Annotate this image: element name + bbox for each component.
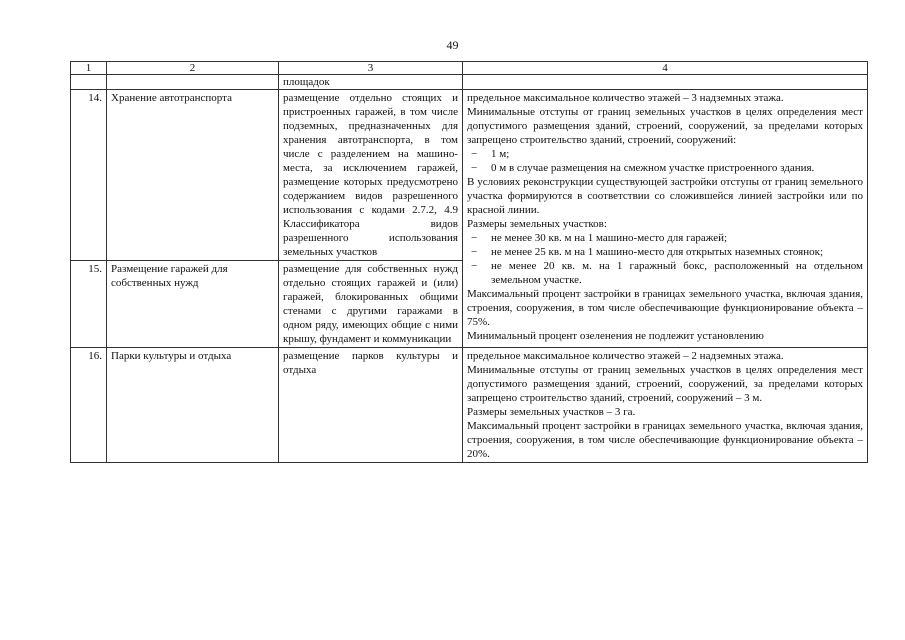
use-type-name: Хранение автотранспорта xyxy=(107,90,279,261)
sizes-title: Размеры земельных участков: xyxy=(467,218,607,230)
page-number: 49 xyxy=(446,38,459,52)
dash-bullet: − xyxy=(471,162,478,174)
regulations-table xyxy=(70,61,868,463)
list-item: − не менее 30 кв. м на 1 машино-место для гаражей; xyxy=(467,231,863,245)
regulations-cell xyxy=(463,90,868,348)
floors-limit: предельное максимальное количество этажей – 2 надземных этажа. xyxy=(467,350,784,362)
greening-text: Минимальный процент озеленения не подлежит установлению xyxy=(467,330,764,342)
setbacks-text: Минимальные отступы от границ земельных участков в целях определения мест допустимого размещения зданий, строений, сооружений, за пределами которых запрещено строительство зданий, строений, сооружений – 3 м. xyxy=(467,364,863,404)
list-item: − не менее 20 кв. м. на 1 гаражный бокс, расположенный на отдельном земельном участке. xyxy=(467,259,863,287)
use-type-description: размещение для собственных нужд отдельно стоящих гаражей и (или) гаражей, блокированных общими стенами с другими гаражами в одном ряду, имеющих общие с ними крышу, фундамент и коммуникации xyxy=(279,261,463,348)
header-col-3: 3 xyxy=(279,62,463,75)
use-type-description: размещение парков культуры и отдыха xyxy=(279,348,463,463)
coverage-text: Максимальный процент застройки в границах земельного участка, включая здания, строения, сооружения, в том числе обеспечивающие функционирование объекта – 75%. xyxy=(467,288,863,328)
floors-limit: предельное максимальное количество этажей – 3 надземных этажа. xyxy=(467,92,784,104)
row-number: 15. xyxy=(71,261,107,348)
header-col-2: 2 xyxy=(107,62,279,75)
list-item: − 1 м; xyxy=(467,147,863,161)
list-item: − 0 м в случае размещения на смежном участке пристроенного здания. xyxy=(467,161,863,175)
table-header-row xyxy=(71,62,868,75)
setbacks-text: Минимальные отступы от границ земельных участков в целях определения мест допустимого размещения зданий, строений, сооружений, за пределами которых запрещено строительство зданий, строений, сооружений: xyxy=(467,106,863,146)
header-col-1: 1 xyxy=(71,62,107,75)
use-type-name: Парки культуры и отдыха xyxy=(107,348,279,463)
regulations-cell xyxy=(463,348,868,463)
continuation-row xyxy=(71,75,868,90)
dash-bullet: − xyxy=(471,260,478,272)
coverage-text: Максимальный процент застройки в границах земельного участка, включая здания, строения, сооружения, в том числе обеспечивающие функционирование объекта – 20%. xyxy=(467,420,863,460)
row-number: 14. xyxy=(71,90,107,261)
continuation-text: площадок xyxy=(279,75,463,90)
dash-bullet: − xyxy=(471,246,478,258)
table-row xyxy=(71,348,868,463)
header-col-4: 4 xyxy=(463,62,868,75)
reconstruction-text: В условиях реконструкции существующей застройки отступы от границ земельного участка формируются в соответствии со сложившейся линией застройки или по красной линии. xyxy=(467,176,863,216)
row-number: 16. xyxy=(71,348,107,463)
dash-bullet: − xyxy=(471,232,478,244)
sizes-text: Размеры земельных участков – 3 га. xyxy=(467,406,636,418)
use-type-description: размещение отдельно стоящих и пристроенных гаражей, в том числе подземных, предназначенных для хранения автотранспорта, в том числе с разделением на машино-места, за исключением гаражей, размещение которых предусмотрено содержанием видов разрешенного использования с кодами 2.7.2, 4.9 Классификатора видов разрешенного использования земельных участков xyxy=(279,90,463,261)
table-row xyxy=(71,90,868,261)
dash-bullet: − xyxy=(471,148,478,160)
use-type-name: Размещение гаражей для собственных нужд xyxy=(107,261,279,348)
list-item: − не менее 25 кв. м на 1 машино-место для открытых наземных стоянок; xyxy=(467,245,863,259)
